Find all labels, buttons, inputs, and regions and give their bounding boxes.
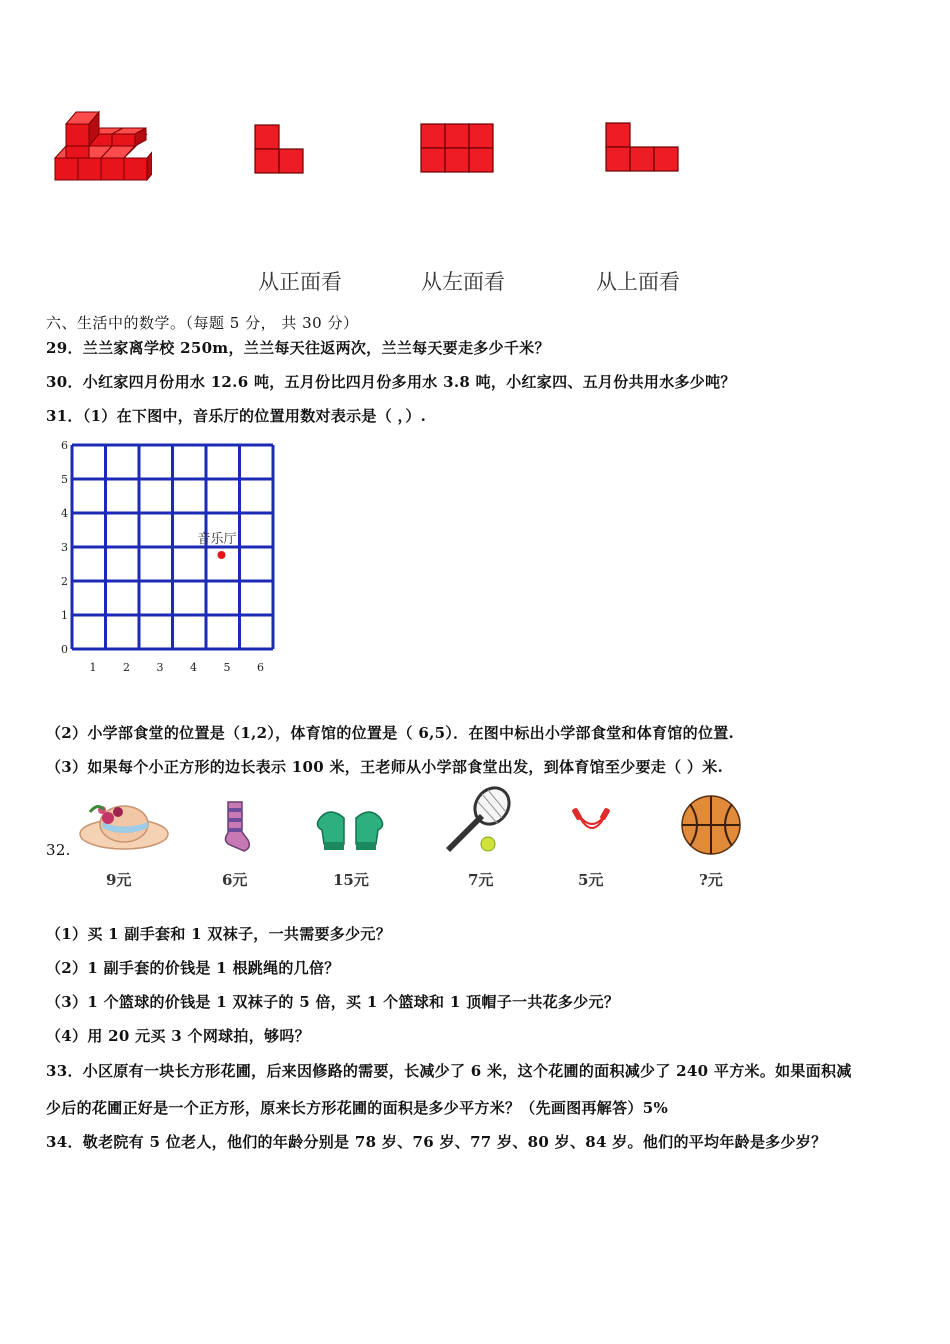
question-33-line1: 33．小区原有一块长方形花圃，后来因修路的需要，长减少了 6 米，这个花圃的面积减少了 240 平方米。如果面积减 (46, 1062, 852, 1080)
y-tick-label: 1 (61, 609, 68, 622)
music-hall-point (218, 551, 226, 559)
x-tick-label: 4 (190, 661, 197, 674)
y-tick-label: 3 (61, 541, 68, 554)
question-31-part2: （2）小学部食堂的位置是（1,2），体育馆的位置是（ 6,5）．在图中标出小学部食堂和体育馆的位置. (46, 724, 735, 742)
sock-price: 6元 (222, 871, 248, 889)
tennis-racket-icon (440, 786, 518, 858)
y-tick-label: 5 (61, 473, 68, 486)
mittens-price: 15元 (333, 871, 369, 889)
question-34: 34．敬老院有 5 位老人，他们的年龄分别是 78 岁、76 岁、77 岁、80 岁、84 岁。他们的平均年龄是多少岁？ (46, 1133, 827, 1151)
y-tick-label: 0 (61, 643, 68, 656)
coordinate-grid (56, 440, 286, 680)
question-32-sub3: （3）1 个篮球的价钱是 1 双袜子的 5 倍，买 1 个篮球和 1 顶帽子一共花多少元？ (46, 993, 620, 1011)
question-30: 30．小红家四月份用水 12.6 吨，五月份比四月份多用水 3.8 吨，小红家四、五月份共用水多少吨？ (46, 373, 736, 391)
section-six-heading: 六、生活中的数学。（每题 5 分， 共 30 分） (46, 314, 359, 332)
question-32-sub2: （2）1 副手套的价钱是 1 根跳绳的几倍？ (46, 959, 340, 977)
question-31-part1: 31．（1）在下图中，音乐厅的位置用数对表示是（ ，）. (46, 407, 427, 425)
y-tick-label: 2 (61, 575, 68, 588)
jump-rope-icon (572, 806, 612, 840)
tennis-racket-price: 7元 (468, 871, 494, 889)
x-tick-label: 3 (156, 661, 164, 674)
y-tick-label: 4 (61, 507, 68, 520)
music-hall-label: 音乐厅 (197, 532, 237, 547)
left-view-label: 从左面看 (421, 270, 505, 294)
left-view-figure (420, 123, 496, 175)
y-tick-label: 6 (61, 440, 68, 452)
question-33-line2: 少后的花圃正好是一个正方形，原来长方形花圃的面积是多少平方米？（先画图再解答）5% (46, 1099, 668, 1117)
question-32-sub4: （4）用 20 元买 3 个网球拍，够吗？ (46, 1027, 310, 1045)
x-tick-label: 2 (123, 661, 130, 674)
question-32-number: 32. (46, 841, 71, 859)
x-tick-label: 5 (223, 661, 231, 674)
top-view-label: 从上面看 (596, 270, 680, 294)
x-tick-label: 6 (257, 661, 264, 674)
sock-icon (218, 800, 258, 854)
hat-icon (78, 798, 172, 854)
front-view-figure (254, 124, 306, 176)
front-view-label: 从正面看 (258, 270, 342, 294)
hat-price: 9元 (106, 871, 132, 889)
cube-solid-figure (52, 108, 152, 184)
top-view-figure (605, 122, 681, 174)
question-29: 29．兰兰家离学校 250m，兰兰每天往返两次，兰兰每天要走多少千米？ (46, 339, 550, 357)
basketball-price: ?元 (699, 871, 723, 889)
question-31-part3: （3）如果每个小正方形的边长表示 100 米，王老师从小学部食堂出发，到体育馆至少要走（ ）米. (46, 758, 724, 776)
jump-rope-price: 5元 (578, 871, 604, 889)
question-32-sub1: （1）买 1 副手套和 1 双袜子，一共需要多少元？ (46, 925, 392, 943)
mittens-icon (314, 806, 386, 852)
x-tick-label: 1 (89, 661, 97, 674)
basketball-icon (680, 794, 742, 856)
